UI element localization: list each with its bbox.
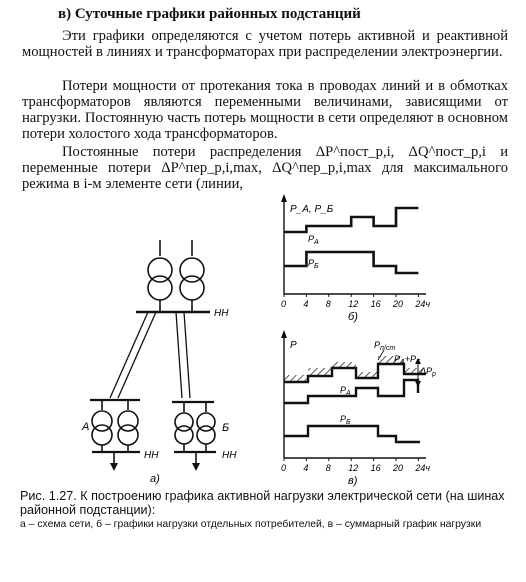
x-tick-label: 0 — [281, 463, 287, 473]
graph-v-delta-label: $\Delta P_р$ — [420, 366, 436, 378]
graph-v-panel-label: в) — [348, 475, 358, 487]
x-tick-label: 0 — [281, 299, 287, 309]
graph-v — [281, 330, 436, 487]
paragraph-2 — [22, 78, 508, 142]
x-tick-label: 12 — [348, 463, 359, 473]
bus-b-label: НН — [222, 450, 237, 461]
x-tick-label: 24ч — [415, 299, 431, 309]
graph-b-pb-label: $P_Б$ — [308, 258, 319, 270]
graph-v-pb-label: $P_Б$ — [340, 414, 351, 426]
graph-b — [281, 194, 430, 323]
graph-v-pa-label: $P_А$ — [340, 385, 351, 397]
x-tick-label: 8 — [325, 299, 331, 309]
section-heading: в) Суточные графики районных подстанций — [58, 6, 361, 22]
paragraph-1 — [22, 28, 508, 60]
x-tick-label: 12 — [348, 299, 359, 309]
x-tick-label: 16 — [370, 299, 381, 309]
graph-b-series-pb — [284, 252, 418, 273]
graph-b-panel-label: б) — [348, 311, 358, 323]
substation-a-label: А — [82, 421, 90, 433]
substation-b-label: Б — [222, 422, 230, 434]
x-tick-label: 16 — [370, 463, 381, 473]
network-scheme — [90, 240, 216, 471]
bus-top-label: НН — [214, 308, 229, 319]
graph-v-series-pb — [284, 426, 420, 442]
transformer-top-right — [180, 258, 204, 300]
x-tick-label: 4 — [303, 299, 309, 309]
transformer-top-left — [148, 258, 172, 300]
graph-v-x-ticks — [281, 458, 430, 473]
scheme-panel-label: а) — [150, 473, 160, 485]
x-tick-label: 4 — [303, 463, 309, 473]
x-tick-label: 8 — [325, 463, 331, 473]
bus-a-label: НН — [144, 450, 159, 461]
substation-b-transformers — [175, 413, 215, 444]
caption-legend: а – схема сети, б – графики нагрузки отдельных потребителей, в – суммарный график нагрузки — [20, 519, 482, 530]
paragraph-3 — [22, 144, 508, 192]
x-tick-label: 20 — [393, 299, 404, 309]
caption-main: Рис. 1.27. К построению графика активной нагрузки электрической сети (на шинах районной подстанции): — [20, 489, 505, 517]
transmission-lines — [110, 312, 190, 398]
paragraph-1-text: Эти графики определяются с учетом потерь активной и реактивной мощностей в линиях и трансформаторах при распределении электроэнергии. — [22, 28, 508, 60]
graph-b-y-label: P_A, P_Б — [290, 204, 334, 215]
paragraph-3-text: Постоянные потери распределения ΔP^пост_р,i, ΔQ^пост_р,i и переменные потери ΔP^пер_р,i,max, ΔQ^пер_р,i,max для максимального режима в i-м элементе сети (линии, — [22, 144, 508, 192]
graph-b-x-ticks — [281, 294, 430, 309]
graph-v-sum-label: $P_А+P_Б$ — [394, 354, 421, 366]
paragraph-2-text: Потери мощности от протекания тока в проводах линий и в обмотках трансформаторов являются переменными величинами, зависящими от нагрузки. Постоянную часть потерь мощности в сети определяют в основном потери холостого хода трансформаторов. — [22, 78, 508, 142]
substation-a-transformers — [92, 411, 138, 445]
graph-v-y-label: P — [290, 340, 297, 351]
x-tick-label: 24ч — [415, 463, 431, 473]
figure-caption — [20, 489, 510, 531]
graph-v-losses-label: $P_{п/ст}$ — [374, 340, 396, 352]
graph-b-pa-label: $P_А$ — [308, 234, 319, 246]
figure-1-27 — [0, 190, 526, 488]
x-tick-label: 20 — [393, 463, 404, 473]
graph-v-series-pa — [284, 380, 418, 403]
